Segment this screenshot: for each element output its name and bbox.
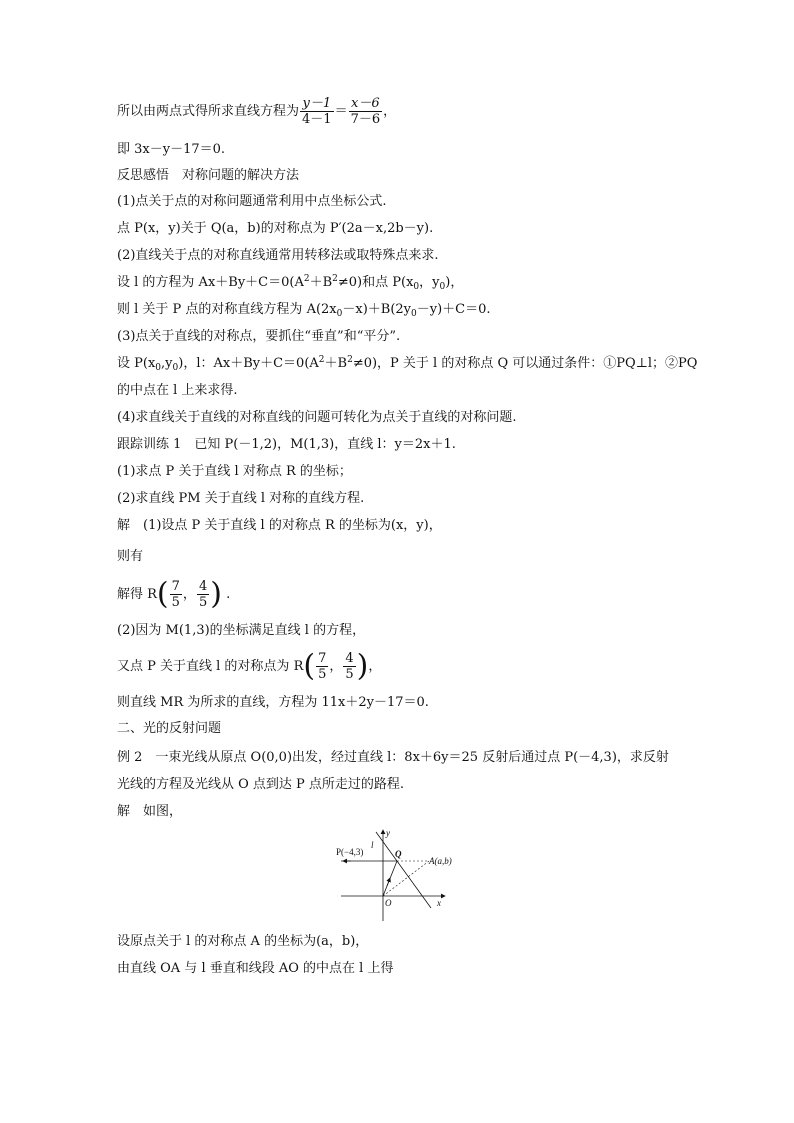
line-line-equation: 设 l 的方程为 $Ax+By+C=0(A^2+B^2\ne 0)$和点 $P(x_0$，$y_0$)， <box>117 274 464 292</box>
reflection-diagram <box>333 826 463 926</box>
example-2-line-1: 例 2 一束光线从原点 O(0,0)出发，经过直线 l：8x＋6y＝25 反射后通过点 P(－4,3)，求反射 <box>117 750 669 765</box>
line-line-line: (4)求直线关于直线的对称直线的问题可转化为点关于直线的对称问题. <box>117 410 517 425</box>
label-x: x <box>437 898 441 908</box>
line-point-point: (1)点关于点的对称问题通常利用中点坐标公式. <box>117 194 387 209</box>
line-oa-perpendicular: 由直线 OA 与 l 垂直和线段 AO 的中点在 l 上得 <box>117 961 394 976</box>
line-line-point: (2)直线关于点的对称直线通常用转移法或取特殊点来求. <box>117 248 439 263</box>
line-m-satisfies: (2)因为 M(1,3)的坐标满足直线 l 的方程， <box>117 623 366 638</box>
label-l: l <box>371 840 374 850</box>
section-light-reflection: 二、光的反射问题 <box>117 721 222 736</box>
text: 所以由两点式得所求直线方程为 <box>117 104 300 119</box>
line-point-line: (3)点关于直线的对称点，要抓住“垂直”和“平分”. <box>117 329 401 344</box>
line-solve-r: 解得 R( $\frac{7}{5}$ ， $\frac{4}{5}$ ) . <box>117 576 231 612</box>
line-symmetric-r: 又点 P 关于直线 l 的对称点为 R( $\frac{7}{5}$ ， $\frac{4}{5}$ )， <box>117 648 382 684</box>
line-point-line-conditions: 设 $P(x_0,y_0)$，l：$Ax+By+C=0(A^2+B^2\ne 0)$，P 关于 l 的对称点 Q 可以通过条件：①PQ⊥l；②PQ <box>117 355 698 373</box>
line-result: 即 3x－y－17＝0. <box>117 142 226 157</box>
example-2-line-2: 光线的方程及光线从 O 点到达 P 点所走过的路程. <box>117 777 405 792</box>
example-2-solution: 解 如图， <box>117 804 183 819</box>
exercise-q1: (1)求点 P 关于直线 l 对称点 R 的坐标； <box>117 464 352 479</box>
exercise-q2: (2)求直线 PM 关于直线 l 对称的直线方程. <box>117 491 365 506</box>
line-l <box>376 832 431 908</box>
label-y: y <box>386 828 390 838</box>
line-midpoint: 的中点在 l 上来求得. <box>117 383 238 398</box>
label-a: A(a,b) <box>429 856 452 866</box>
line-mr-equation: 则直线 MR 为所求的直线，方程为 11x＋2y－17＝0. <box>117 695 429 710</box>
line-two-point-equation: 所以由两点式得所求直线方程为 $\frac{y-1}{4-1}$ ＝ $\frac{x-6}{7-6}$ ， <box>117 96 397 127</box>
fraction-x: $\frac{x-6}{7-6}$ <box>350 96 381 127</box>
fraction-y: $\frac{y-1}{4-1}$ <box>302 96 332 127</box>
line-symmetric-a: 设原点关于 l 的对称点 A 的坐标为(a，b)， <box>117 934 369 949</box>
label-q: Q <box>395 849 402 859</box>
line-point-formula: 点 P(x，y)关于 Q(a，b)的对称点为 P′(2a－x,2b－y). <box>117 221 434 236</box>
line-error-1: 则有 <box>117 549 144 564</box>
exercise-heading: 跟踪训练 1 已知 P(－1,2)，M(1,3)，直线 l：y＝2x＋1. <box>117 437 456 452</box>
solution-start: 解 (1)设点 P 关于直线 l 的对称点 R 的坐标为(x，y)， <box>117 518 442 533</box>
line-symmetric-line: 则 l 关于 P 点的对称直线方程为 $A(2x_0-x)+B(2y_0-y)+C=0$. <box>117 302 491 319</box>
label-o: O <box>385 898 392 908</box>
section-reflection-heading: 反思感悟 对称问题的解决方法 <box>117 168 300 183</box>
label-p: P(−4,3) <box>336 847 364 857</box>
